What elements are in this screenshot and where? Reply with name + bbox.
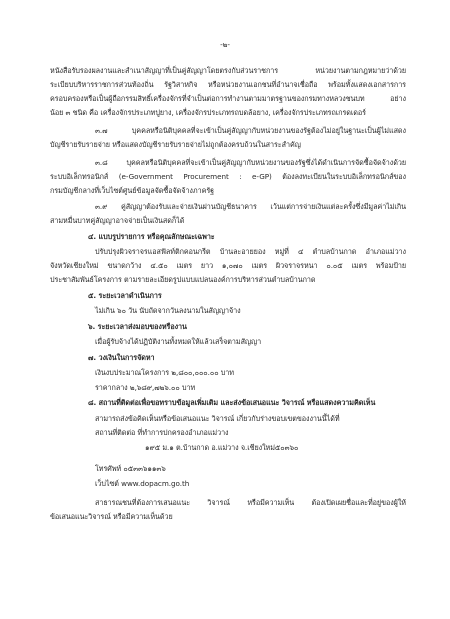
section-4-text: ปรับปรุงผิวจราจรแอสฟัลท์ติกคอนกรีต บ้านละอายยอง หมู่ที่ ๔ ตำบลบ้านกาด อำเภอแม่วาง xyxy=(95,247,406,256)
section-4-heading: ๔. แบบรูปรายการ หรือคุณลักษณะเฉพาะ xyxy=(88,232,215,241)
public-notice: สาธารณชนที่ต้องการเสนอแนะ วิจารณ์ หรือมีความเห็น ต้องเปิดเผยชื่อและที่อยู่ของผู้ให้ xyxy=(95,498,406,507)
contact-address: ๑๙๕ ม.๑ ต.บ้านกาด อ.แม่วาง จ.เชียงใหม่๕๐๓๖๐ xyxy=(145,443,299,452)
paragraph-line: จังหวัดเชียงใหม่ ขนาดกว้าง ๔.๕๐ เมตร ยาว ๑,๐๗๐ เมตร ผิวจราจรหนา ๐.๐๕ เมตร พร้อมป้าย xyxy=(50,261,406,270)
paragraph-line: ระบบอิเล็กทรอนิกส์ (e-Government Procurement : e-GP) ต้องลงทะเบียนในระบบอิเล็กทรอนิกส์ของ xyxy=(50,172,406,181)
paragraph-line: กรมบัญชีกลางที่เว็บไซต์ศูนย์ข้อมูลจัดซื้อจัดจ้างภาครัฐ xyxy=(50,186,215,195)
paragraph-line: บัญชีรายรับรายจ่าย หรือแสดงบัญชีรายรับรายจ่ายไม่ถูกต้องครบถ้วนในสาระสำคัญ xyxy=(50,140,301,149)
page-number: -๒- xyxy=(220,40,230,49)
section-6-heading: ๖. ระยะเวลาส่งมอบของหรืองาน xyxy=(88,322,187,331)
section-7-heading: ๗. วงเงินในการจัดหา xyxy=(88,353,155,362)
section-8-heading: ๘. สถานที่ติดต่อเพื่อขอทราบข้อมูลเพิ่มเติม และส่งข้อเสนอแนะ วิจารณ์ หรือแสดงความคิดเห็น xyxy=(88,398,376,407)
clause-3-9: ๓.๙ คู่สัญญาต้องรับและจ่ายเงินผ่านบัญชีธนาคาร เว้นแต่การจ่ายเงินแต่ละครั้งซึ่งมีมูลค่าไม่เกิน xyxy=(95,202,406,211)
clause-3-7: ๓.๗ บุคคลหรือนิติบุคคลที่จะเข้าเป็นคู่สัญญากับหน่วยงานของรัฐต้องไม่อยู่ในฐานะเป็นผู้ไม่แสดง xyxy=(95,126,406,135)
contact-phone: โทรศัพท์ ๐๕๓๓๖๑๑๓๖ xyxy=(95,464,166,473)
section-8-text: สามารถส่งข้อคิดเห็นหรือข้อเสนอแนะ วิจารณ์ เกี่ยวกับร่างขอบเขตของงานนี้ได้ที่ xyxy=(95,414,340,423)
paragraph-line: ครอบครองหรือเป็นผู้ถือกรรมสิทธิ์เครื่องจักรที่จำเป็นต่อการทำงานตามมาตรฐานของกรมทางหลวงชนบท อย่าง xyxy=(50,94,406,103)
paragraph-line: หนังสือรับรองผลงานและสำเนาสัญญาที่เป็นคู่สัญญาโดยตรงกับส่วนราชการ หน่วยงานตามกฎหมายว่าด้วย xyxy=(50,66,406,75)
paragraph-line: สามหมื่นบาทคู่สัญญาอาจจ่ายเป็นเงินสดก็ได้ xyxy=(50,216,185,225)
paragraph-line: ประชาสัมพันธ์โครงการ ตามรายละเอียดรูปแบบแปลนองค์การบริหารส่วนตำบลบ้านกาด xyxy=(50,275,316,284)
contact-website: เว็บไซต์ www.dopacm.go.th xyxy=(95,479,190,488)
paragraph-line: ข้อเสนอแนะวิจารณ์ หรือมีความเห็นด้วย xyxy=(50,512,173,521)
contact-place: สถานที่ติดต่อ ที่ทำการปกครองอำเภอแม่วาง xyxy=(95,428,229,437)
paragraph-line: ระเบียบบริหารราชการส่วนท้องถิ่น รัฐวิสาหกิจ หรือหน่วยงานเอกชนที่อำนาจเชื่อถือ พร้อมทั้งแสดงเอกสารการ xyxy=(50,80,406,89)
paragraph-line: น้อย ๓ ชนิด คือ เครื่องจักรประเภทปูยาง, เครื่องจักรประเภทรถบดล้อยาง, เครื่องจักรประเภทรถเกรดเดอร์ xyxy=(50,108,366,117)
section-5-text: ไม่เกิน ๖๐ วัน นับถัดจากวันลงนามในสัญญาจ้าง xyxy=(95,306,241,315)
section-5-heading: ๕. ระยะเวลาดำเนินการ xyxy=(88,291,162,300)
section-6-text: เมื่อผู้รับจ้างได้ปฏิบัติงานทั้งหมดให้แล้วเสร็จตามสัญญา xyxy=(95,337,262,346)
clause-3-8: ๓.๘ บุคคลหรือนิติบุคคลที่จะเข้าเป็นคู่สัญญากับหน่วยงานของรัฐซึ่งได้ดำเนินการจัดซื้อจัดจ้างด้วย xyxy=(95,158,406,167)
budget-amount: เงินงบประมาณโครงการ ๒,๘๐๐,๐๐๐.๐๐ บาท xyxy=(95,368,234,377)
median-price: ราคากลาง ๒,๖๘๙,๗๒๖.๐๐ บาท xyxy=(95,383,196,392)
